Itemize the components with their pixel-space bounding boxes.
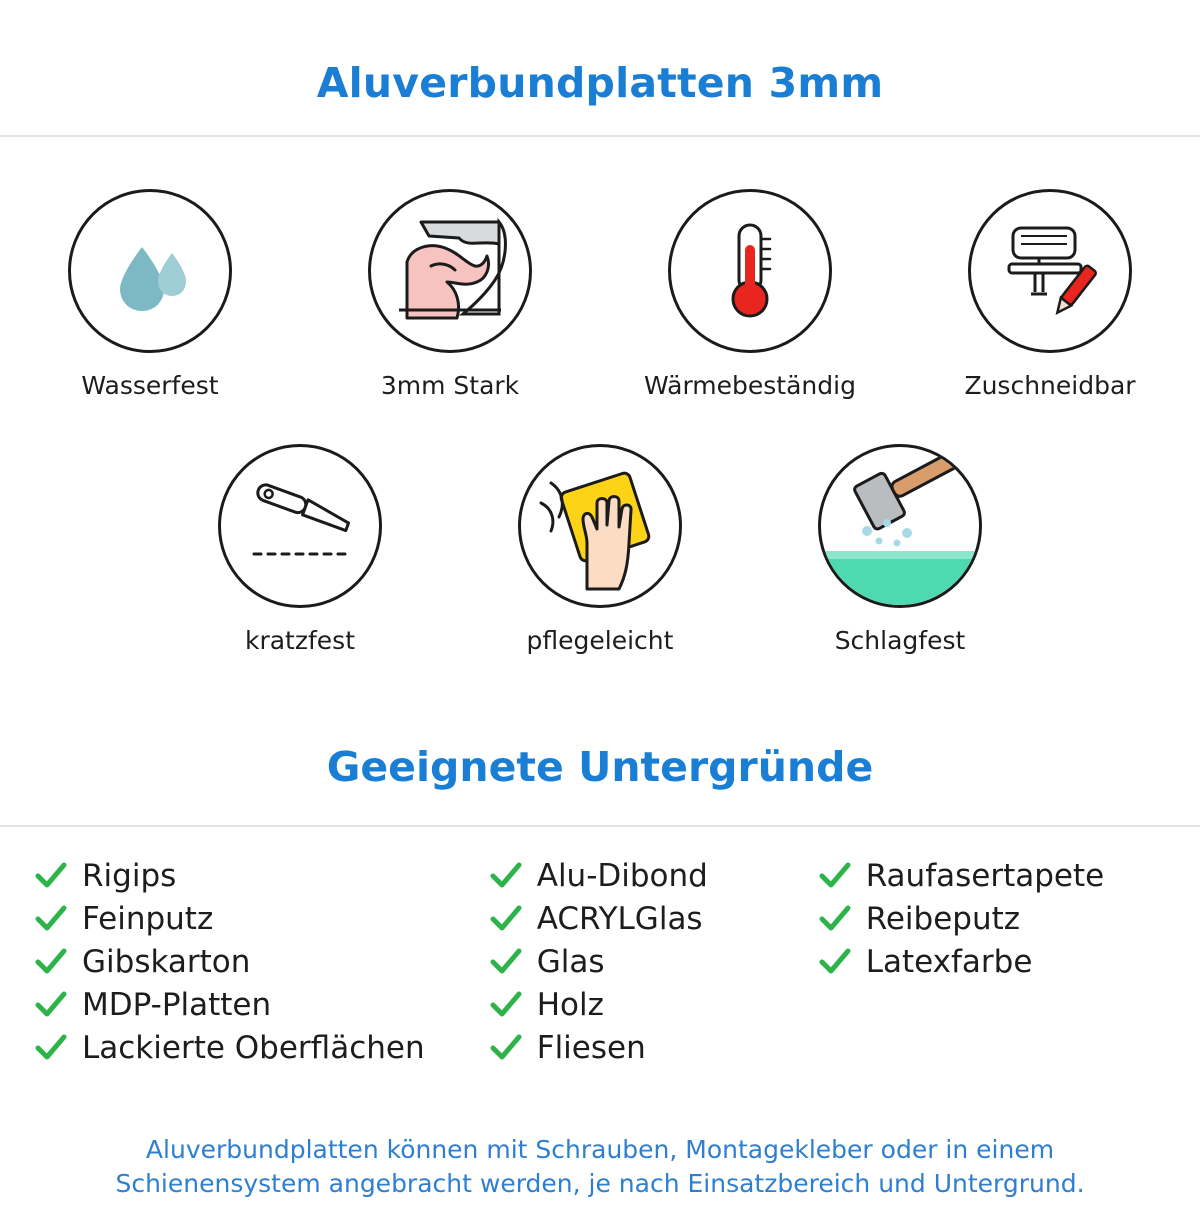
flexed-biceps-icon — [368, 189, 532, 353]
list-item-label: Raufasertapete — [865, 858, 1105, 895]
substrate-column-3 — [818, 855, 1166, 1070]
feature-label: pflegeleicht — [526, 625, 674, 655]
page-title: Aluverbundplatten 3mm — [316, 59, 884, 108]
check-icon — [34, 1031, 68, 1065]
list-item-label: Glas — [536, 944, 605, 981]
list-item — [34, 898, 489, 941]
substrate-column-2 — [489, 855, 818, 1070]
list-item — [818, 941, 1166, 984]
list-item — [489, 984, 818, 1027]
water-drop-icon — [68, 189, 232, 353]
list-item — [489, 1027, 818, 1070]
check-icon — [489, 945, 523, 979]
jigsaw-cutter-icon — [968, 189, 1132, 353]
hammer-impact-icon — [818, 444, 982, 608]
list-item — [818, 855, 1166, 898]
check-icon — [34, 988, 68, 1022]
list-item-label: Holz — [536, 987, 604, 1024]
feature-label: Wärmebeständig — [644, 370, 856, 400]
check-icon — [34, 902, 68, 936]
list-item — [818, 898, 1166, 941]
check-icon — [818, 902, 852, 936]
list-item-label: Lackierte Oberflächen — [82, 1030, 425, 1067]
list-item — [34, 855, 489, 898]
feature-label: Schlagfest — [834, 625, 966, 655]
feature-row-2 — [0, 444, 1200, 655]
feature-schlagfest — [750, 444, 1050, 655]
list-item-label: ACRYLGlas — [536, 901, 703, 938]
list-item-label: Fliesen — [536, 1030, 646, 1067]
knife-scratch-icon — [218, 444, 382, 608]
feature-label: 3mm Stark — [380, 370, 520, 400]
feature-label: Wasserfest — [81, 370, 219, 400]
check-icon — [489, 988, 523, 1022]
check-icon — [818, 945, 852, 979]
feature-wasserfest — [0, 189, 300, 400]
product-info-page — [0, 27, 1200, 1227]
list-item — [34, 1027, 489, 1070]
list-item-label: Latexfarbe — [865, 944, 1033, 981]
list-item — [34, 984, 489, 1027]
substrates-title: Geeignete Untergründe — [326, 742, 874, 791]
hand-cleaning-cloth-icon — [518, 444, 682, 608]
feature-label: Zuschneidbar — [964, 370, 1136, 400]
check-icon — [489, 1031, 523, 1065]
footer-note: Aluverbundplatten können mit Schrauben, Montagekleber oder in einem Schienensystem angebracht werden, je nach Einsatzbereich und Untergrund. — [115, 1135, 1085, 1199]
list-item-label: MDP-Platten — [82, 987, 272, 1024]
list-item — [34, 941, 489, 984]
list-item-label: Rigips — [82, 858, 177, 895]
list-item — [489, 855, 818, 898]
substrate-column-1 — [34, 855, 489, 1070]
feature-waermebestaendig — [600, 189, 900, 400]
check-icon — [489, 902, 523, 936]
feature-kratzfest — [150, 444, 450, 655]
thermometer-icon — [668, 189, 832, 353]
feature-pflegeleicht — [450, 444, 750, 655]
list-item — [489, 898, 818, 941]
feature-label: kratzfest — [244, 625, 355, 655]
feature-grid — [0, 137, 1200, 655]
feature-row-1 — [0, 189, 1200, 400]
feature-zuschneidbar — [900, 189, 1200, 400]
list-item-label: Gibskarton — [82, 944, 251, 981]
feature-3mm-stark — [300, 189, 600, 400]
check-icon — [489, 859, 523, 893]
check-icon — [34, 945, 68, 979]
check-icon — [34, 859, 68, 893]
list-item — [489, 941, 818, 984]
list-item-label: Reibeputz — [865, 901, 1021, 938]
list-item-label: Feinputz — [82, 901, 214, 938]
list-item-label: Alu-Dibond — [536, 858, 708, 895]
substrate-lists — [0, 827, 1200, 1070]
check-icon — [818, 859, 852, 893]
